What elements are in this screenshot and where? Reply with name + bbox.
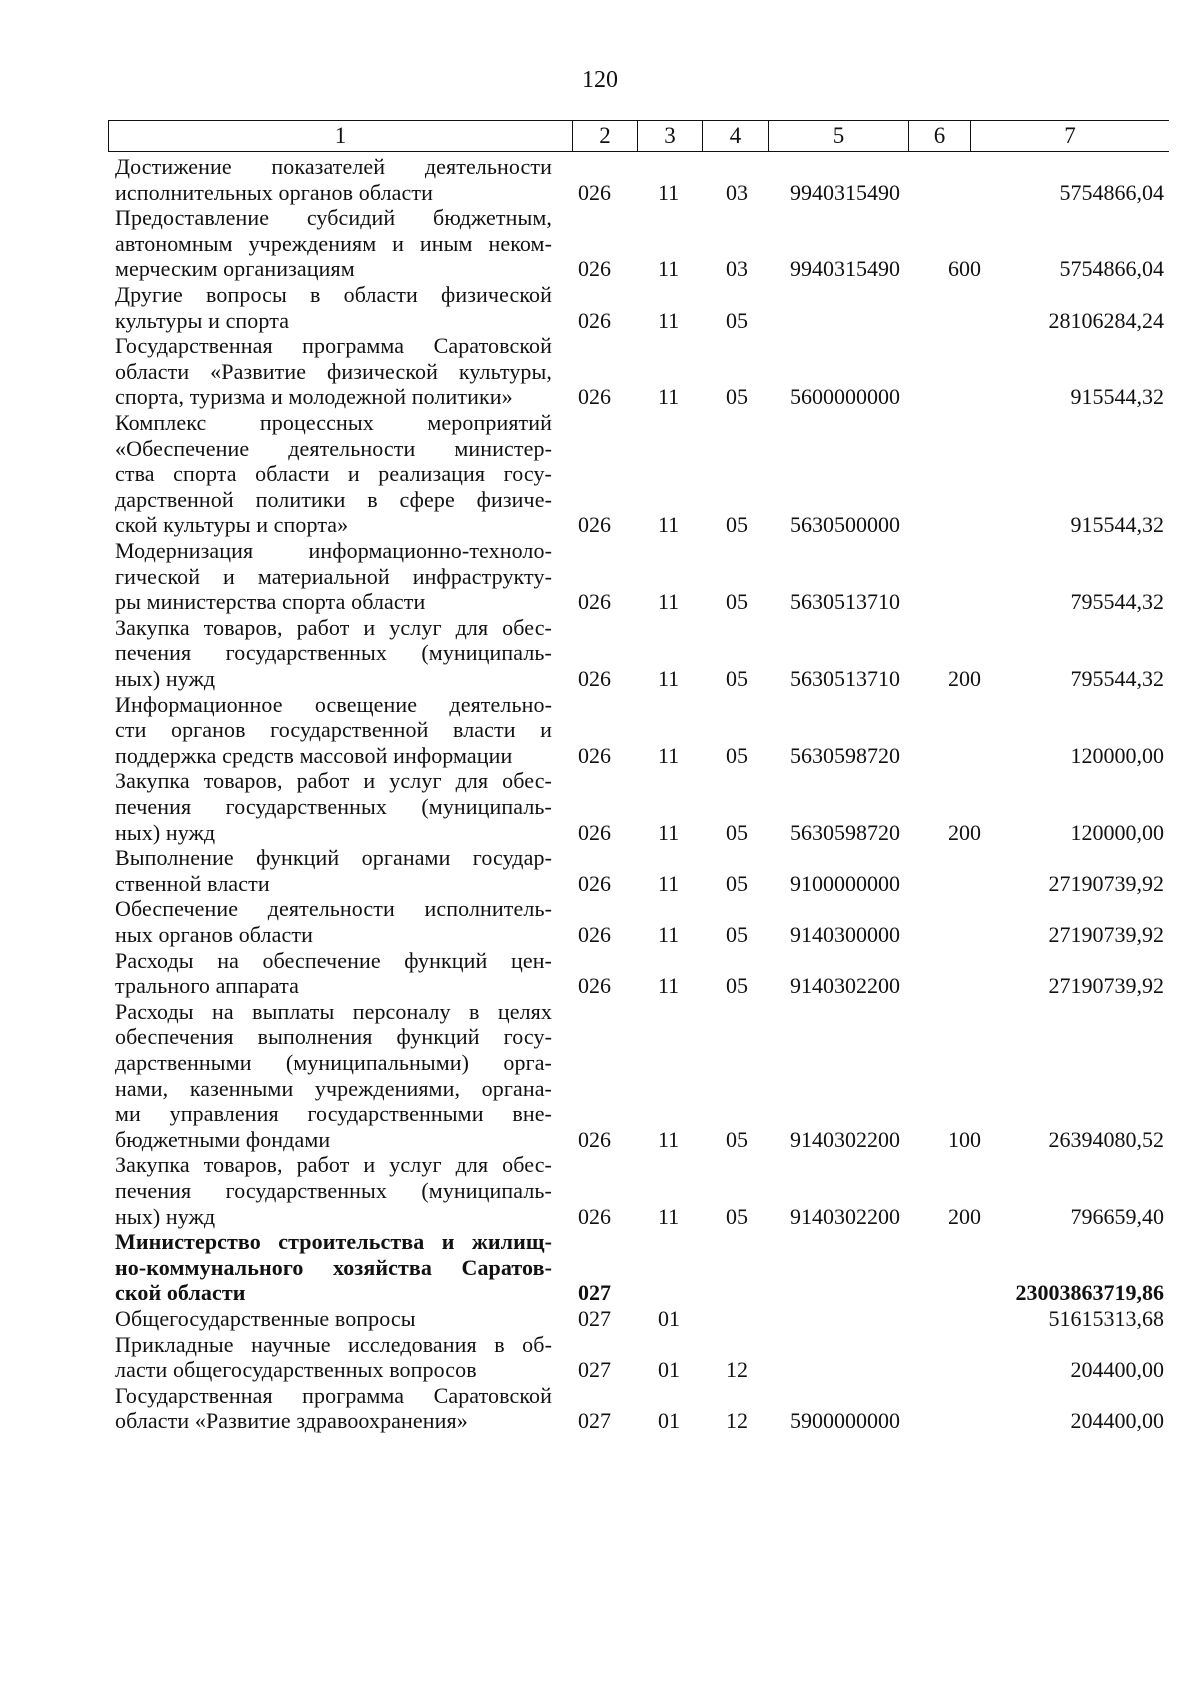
cell-col-2: 026: [578, 256, 611, 282]
table-header: [108, 120, 1169, 152]
cell-col-6: 200: [948, 819, 981, 845]
header-col-6: 6: [909, 121, 971, 151]
description-line: печения государственных (муниципаль-: [115, 640, 552, 666]
description-line: Модернизация информационно-техноло-: [115, 537, 552, 563]
description-line: Выполнение функций органами государ-: [115, 845, 552, 871]
cell-col-3: 11: [658, 819, 680, 845]
cell-col-2: 026: [578, 665, 611, 691]
description-line: Прикладные научные исследования в об-: [115, 1331, 552, 1357]
cell-col-4: 12: [726, 1357, 748, 1383]
cell-col-2: 026: [578, 973, 611, 999]
table-row: [0, 896, 1200, 947]
cell-col-3: 01: [658, 1408, 680, 1434]
row-description: [115, 410, 552, 538]
description-line: области «Развитие физической культуры,: [115, 358, 552, 384]
cell-col-2: 027: [578, 1357, 611, 1383]
description-line: ской культуры и спорта»: [115, 512, 349, 538]
cell-col-3: 11: [658, 973, 680, 999]
table-row: [0, 1383, 1200, 1434]
description-line: Закупка товаров, работ и услуг для обес-: [115, 1152, 552, 1178]
cell-col-7: 796659,40: [1070, 1203, 1164, 1229]
cell-col-7: 915544,32: [1070, 512, 1164, 538]
cell-col-4: 05: [726, 1203, 748, 1229]
cell-col-2: 026: [578, 819, 611, 845]
description-line: ных) нужд: [115, 819, 216, 845]
row-description: [115, 768, 552, 845]
description-line: нами, казенными учреждениями, органа-: [115, 1075, 552, 1101]
description-line: дарственной политики в сфере физиче-: [115, 486, 552, 512]
description-line: Министерство строительства и жилищ-: [115, 1229, 552, 1255]
row-description: [115, 205, 552, 282]
description-line: ных) нужд: [115, 665, 216, 691]
cell-col-7: 915544,32: [1070, 384, 1164, 410]
table-row: [0, 948, 1200, 999]
cell-col-2: 026: [578, 1126, 611, 1152]
cell-col-2: 026: [578, 384, 611, 410]
cell-col-2: 026: [578, 589, 611, 615]
row-description: [115, 896, 552, 947]
row-description: [115, 1152, 552, 1229]
table-row: [0, 538, 1200, 615]
cell-col-5: 9140302200: [790, 1126, 900, 1152]
cell-col-3: 11: [658, 307, 680, 333]
cell-col-5: 5630513710: [790, 589, 900, 615]
description-line: ры министерства спорта области: [115, 589, 426, 615]
cell-col-4: 05: [726, 921, 748, 947]
cell-col-7: 120000,00: [1070, 819, 1164, 845]
cell-col-5: 5630500000: [790, 512, 900, 538]
description-line: Закупка товаров, работ и услуг для обес-: [115, 614, 552, 640]
cell-col-7: 51615313,68: [1048, 1305, 1164, 1331]
description-line: ных) нужд: [115, 1203, 216, 1229]
description-line: спорта, туризма и молодежной политики»: [115, 384, 513, 410]
table-row: [0, 768, 1200, 845]
cell-col-7: 5754866,04: [1059, 256, 1164, 282]
cell-col-2: 026: [578, 512, 611, 538]
cell-col-3: 01: [658, 1305, 680, 1331]
cell-col-4: 05: [726, 819, 748, 845]
cell-col-3: 01: [658, 1357, 680, 1383]
row-description: [115, 999, 552, 1153]
description-line: Предоставление субсидий бюджетным,: [115, 205, 552, 231]
description-line: гической и материальной инфраструкту-: [115, 563, 552, 589]
cell-col-3: 11: [658, 742, 680, 768]
row-description: [115, 154, 552, 205]
table-row: [0, 1306, 1200, 1332]
description-line: Достижение показателей деятельности: [115, 154, 552, 179]
description-line: Обеспечение деятельности исполнитель-: [115, 896, 552, 922]
cell-col-4: 05: [726, 870, 748, 896]
header-col-7: 7: [1064, 123, 1076, 148]
row-description: [115, 1332, 552, 1383]
row-description: [115, 1383, 552, 1434]
cell-col-4: 05: [726, 973, 748, 999]
description-line: области «Развитие здравоохранения»: [115, 1408, 468, 1434]
row-description: [115, 692, 552, 769]
table-row: [0, 410, 1200, 538]
row-description: [115, 1229, 552, 1306]
header-col-3: 3: [638, 121, 703, 151]
table-row: [0, 615, 1200, 692]
cell-col-3: 11: [658, 1203, 680, 1229]
cell-col-3: 11: [658, 921, 680, 947]
cell-col-7: 120000,00: [1070, 742, 1164, 768]
table-row: [0, 205, 1200, 282]
cell-col-3: 11: [658, 1126, 680, 1152]
cell-col-7: 204400,00: [1070, 1408, 1164, 1434]
description-line: ми управления государственными вне-: [115, 1101, 552, 1127]
cell-col-4: 05: [726, 665, 748, 691]
cell-col-3: 11: [658, 870, 680, 896]
cell-col-4: 12: [726, 1408, 748, 1434]
description-line: сти органов государственной власти и: [115, 717, 552, 743]
cell-col-3: 11: [658, 384, 680, 410]
description-line: но-коммунального хозяйства Саратов-: [115, 1254, 552, 1280]
row-description: [115, 948, 552, 999]
description-line: Комплекс процессных мероприятий: [115, 409, 552, 435]
description-line: «Обеспечение деятельности министер-: [115, 435, 552, 461]
description-line: Расходы на обеспечение функций цен-: [115, 947, 552, 973]
header-col-1: 1: [109, 121, 573, 151]
description-line: обеспечения выполнения функций госу-: [115, 1024, 552, 1050]
description-line: Общегосударственные вопросы: [115, 1305, 416, 1331]
row-description: [115, 333, 552, 410]
cell-col-7: 795544,32: [1070, 665, 1164, 691]
header-col-4: 4: [703, 121, 769, 151]
table-row: [0, 1152, 1200, 1229]
description-line: Государственная программа Саратовской: [115, 333, 552, 359]
cell-col-5: 5630598720: [790, 742, 900, 768]
description-line: Информационное освещение деятельно-: [115, 691, 552, 717]
cell-col-2: 026: [578, 179, 611, 205]
description-line: автономным учреждениям и иным неком-: [115, 230, 552, 256]
cell-col-2: 026: [578, 742, 611, 768]
cell-col-3: 11: [658, 589, 680, 615]
cell-col-4: 05: [726, 307, 748, 333]
cell-col-5: 9940315490: [790, 179, 900, 205]
table-row: [0, 999, 1200, 1153]
description-line: дарственными (муниципальными) орга-: [115, 1049, 552, 1075]
cell-col-4: 05: [726, 742, 748, 768]
table-row: [0, 333, 1200, 410]
cell-col-2: 026: [578, 1203, 611, 1229]
description-line: Другие вопросы в области физической: [115, 281, 552, 307]
cell-col-7: 795544,32: [1070, 589, 1164, 615]
description-line: трального аппарата: [115, 973, 300, 999]
cell-col-7: 27190739,92: [1048, 973, 1164, 999]
table-row: [0, 692, 1200, 769]
table-row: [0, 282, 1200, 333]
table-row: [0, 1332, 1200, 1383]
cell-col-5: 5600000000: [790, 384, 900, 410]
cell-col-5: 9140302200: [790, 1203, 900, 1229]
cell-col-5: 5630513710: [790, 665, 900, 691]
cell-col-4: 05: [726, 512, 748, 538]
cell-col-7: 23003863719,86: [1015, 1280, 1164, 1306]
cell-col-4: 05: [726, 1126, 748, 1152]
cell-col-5: 9940315490: [790, 256, 900, 282]
page-number: 120: [582, 67, 618, 93]
cell-col-3: 11: [658, 512, 680, 538]
description-line: ных органов области: [115, 921, 313, 947]
table-row: [0, 845, 1200, 896]
cell-col-5: 9140302200: [790, 973, 900, 999]
description-line: мерческим организациям: [115, 256, 355, 282]
cell-col-4: 03: [726, 256, 748, 282]
cell-col-4: 03: [726, 179, 748, 205]
cell-col-7: 26394080,52: [1048, 1126, 1164, 1152]
description-line: ласти общегосударственных вопросов: [115, 1357, 477, 1383]
cell-col-2: 027: [578, 1408, 611, 1434]
cell-col-2: 026: [578, 921, 611, 947]
cell-col-7: 5754866,04: [1059, 179, 1164, 205]
description-line: ства спорта области и реализация госу-: [115, 461, 552, 487]
cell-col-7: 27190739,92: [1048, 870, 1164, 896]
description-line: Расходы на выплаты персоналу в целях: [115, 998, 552, 1024]
description-line: ственной власти: [115, 870, 270, 896]
cell-col-3: 11: [658, 256, 680, 282]
cell-col-3: 11: [658, 665, 680, 691]
cell-col-7: 204400,00: [1070, 1357, 1164, 1383]
table-row: [0, 1229, 1200, 1306]
cell-col-5: 5900000000: [790, 1408, 900, 1434]
row-description: [115, 282, 552, 333]
cell-col-7: 27190739,92: [1048, 921, 1164, 947]
description-line: культуры и спорта: [115, 307, 290, 333]
cell-col-2: 026: [578, 307, 611, 333]
cell-col-7: 28106284,24: [1048, 307, 1164, 333]
description-line: бюджетными фондами: [115, 1126, 331, 1152]
row-description: [115, 615, 552, 692]
cell-col-5: 9100000000: [790, 870, 900, 896]
cell-col-6: 600: [948, 256, 981, 282]
cell-col-2: 027: [578, 1305, 611, 1331]
description-line: Закупка товаров, работ и услуг для обес-: [115, 768, 552, 794]
row-description: [115, 845, 552, 896]
description-line: исполнительных органов области: [115, 179, 433, 205]
cell-col-4: 05: [726, 589, 748, 615]
description-line: печения государственных (муниципаль-: [115, 793, 552, 819]
description-line: поддержка средств массовой информации: [115, 742, 513, 768]
header-col-2: 2: [573, 121, 638, 151]
description-line: печения государственных (муниципаль-: [115, 1177, 552, 1203]
table-body: [0, 154, 1200, 1434]
row-description: [115, 538, 552, 615]
cell-col-4: 05: [726, 384, 748, 410]
cell-col-3: 11: [658, 179, 680, 205]
row-description: [115, 1306, 552, 1332]
cell-col-5: 5630598720: [790, 819, 900, 845]
cell-col-6: 200: [948, 1203, 981, 1229]
header-col-5: 5: [769, 121, 909, 151]
table-row: [0, 154, 1200, 205]
cell-col-2: 026: [578, 870, 611, 896]
cell-col-6: 100: [948, 1126, 981, 1152]
cell-col-2: 027: [578, 1280, 611, 1306]
cell-col-5: 9140300000: [790, 921, 900, 947]
description-line: ской области: [115, 1280, 246, 1306]
cell-col-6: 200: [948, 665, 981, 691]
description-line: Государственная программа Саратовской: [115, 1382, 552, 1408]
